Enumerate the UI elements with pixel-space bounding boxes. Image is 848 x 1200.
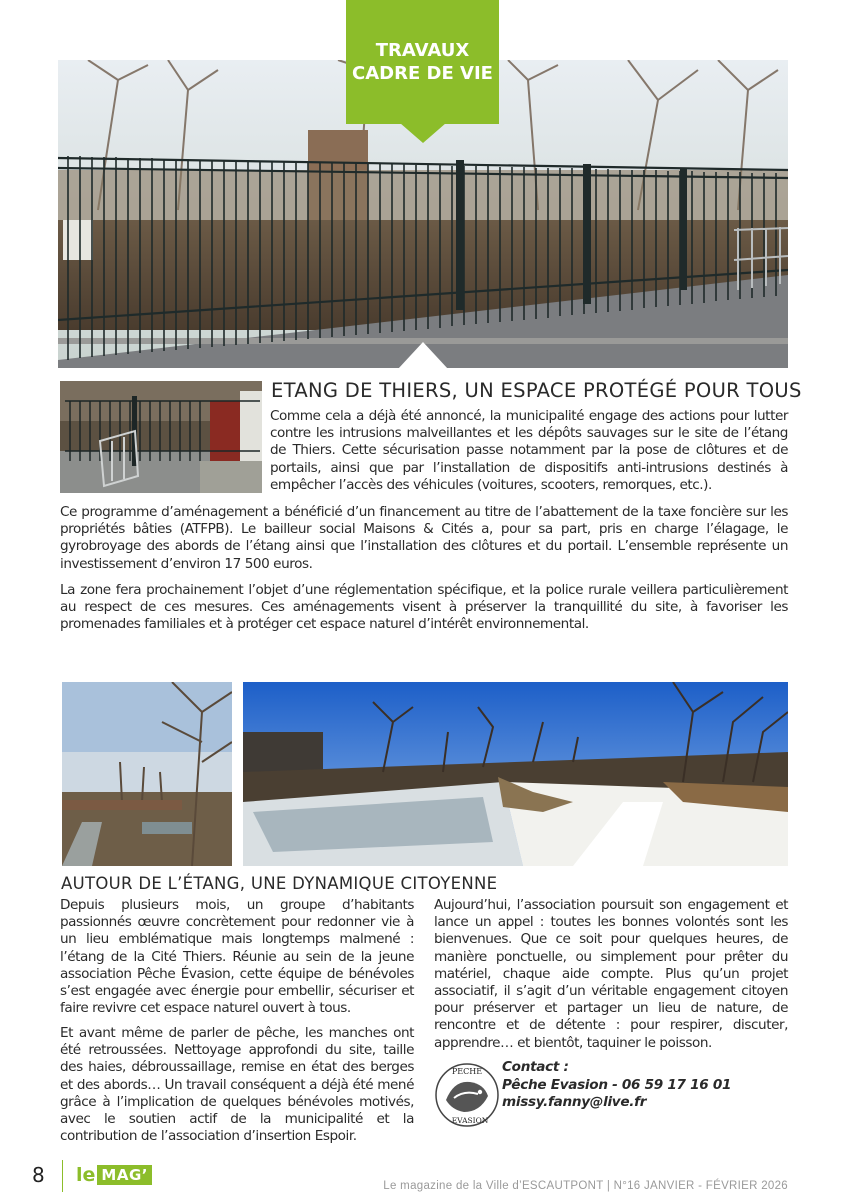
section1-title: ETANG DE THIERS, UN ESPACE PROTÉGÉ POUR TOUS — [271, 379, 802, 402]
le-mag-logo — [76, 1164, 152, 1186]
section-banner — [346, 0, 499, 124]
inset-photo-gate — [60, 381, 262, 493]
logo-text-bottom: EVASION — [451, 1116, 489, 1125]
section2-right-paragraph-1: Aujourd’hui, l’association poursuit son engagement et lance un appel : toutes les bonnes volontés sont les bienvenues. Que ce soit pour quelques heures, de manière ponctuelle, ou simplement pour prêter du matériel, chaque aide compte. Plus qu’un projet associatif, il s’agit d’un véritable engagement citoyen pour préserver et partager un lieu de nature, de rencontre et de détente : pour respirer, discuter, apprendre… et bientôt, taquiner le poisson. — [434, 897, 788, 1051]
banner-notch — [400, 123, 446, 143]
section2-title: AUTOUR DE L’ÉTANG, UNE DYNAMIQUE CITOYENNE — [61, 874, 498, 893]
logo-text-top: PECHE — [451, 1067, 483, 1076]
photo-notch — [398, 342, 448, 369]
footer-divider — [62, 1160, 63, 1192]
section2-left-paragraph-1: Depuis plusieurs mois, un groupe d’habitants passionnés œuvre concrètement pour redonner vie à un lieu emblématique mais longtemps malmené : l’étang de la Cité Thiers. Réunie au sein de la jeune association Pêche Évasion, cette équipe de bénévoles s’est engagée avec énergie pour embellir, sécuriser et faire revivre cet espace naturel ouvert à tous. — [60, 897, 414, 1017]
section2-left-paragraph-2: Et avant même de parler de pêche, les manches ont été retroussées. Nettoyage approfondi du site, taille des haies, débroussaillage, remise en état des berges et des abords… Un travail conséquent a déjà été mené grâce à l’implication de quelques bénévoles motivés, avec le soutien actif de la municipalité et la contribution de l’association d’insertion Espoir. — [60, 1025, 414, 1145]
banner-line-1: TRAVAUX — [375, 40, 470, 61]
photo-snowy-pond — [243, 682, 788, 866]
logo-mag: MAG’ — [97, 1165, 152, 1185]
section1-paragraph-3: La zone fera prochainement l’objet d’une réglementation spécifique, et la police rurale veillera particulièrement au respect de ces mesures. Ces aménagements visent à préserver la tranquillité du site, à favoriser les promenades familiales et à protéger cet espace naturel d’intérêt environnemental. — [60, 582, 788, 633]
banner-line-2: CADRE DE VIE — [352, 63, 493, 84]
contact-label: Contact : — [502, 1059, 569, 1075]
logo-le: le — [76, 1164, 96, 1186]
page-number: 8 — [32, 1163, 45, 1187]
footer-caption: Le magazine de la Ville d’ESCAUTPONT | N°16 JANVIER - FÉVRIER 2026 — [383, 1180, 788, 1192]
contact-email[interactable]: missy.fanny@live.fr — [502, 1094, 647, 1110]
contact-block — [502, 1059, 731, 1112]
peche-evasion-logo — [434, 1060, 500, 1130]
contact-phone[interactable]: Pêche Evasion - 06 59 17 16 01 — [502, 1076, 732, 1093]
photo-path-trees — [62, 682, 232, 866]
section1-paragraph-1: Comme cela a déjà été annoncé, la municipalité engage des actions pour lutter contre les intrusions malveillantes et les dépôts sauvages sur le site de l’étang de Thiers. Cette sécurisation passe notamment par la pose de clôtures et de portails, ainsi que par l’installation de dispositifs anti-intrusions destinés à empêcher l’accès des véhicules (voitures, scooters, remorques, etc.). — [270, 408, 788, 493]
section1-paragraph-2: Ce programme d’aménagement a bénéficié d’un financement au titre de l’abattement de la taxe foncière sur les propriétés bâties (ATFPB). Le bailleur social Maisons & Cités a, pour sa part, pris en charge l’élagage, le gyrobroyage des abords de l’étang ainsi que l’installation des clôtures et du portail. L’ensemble représente un investissement d’environ 17 500 euros. — [60, 504, 788, 572]
